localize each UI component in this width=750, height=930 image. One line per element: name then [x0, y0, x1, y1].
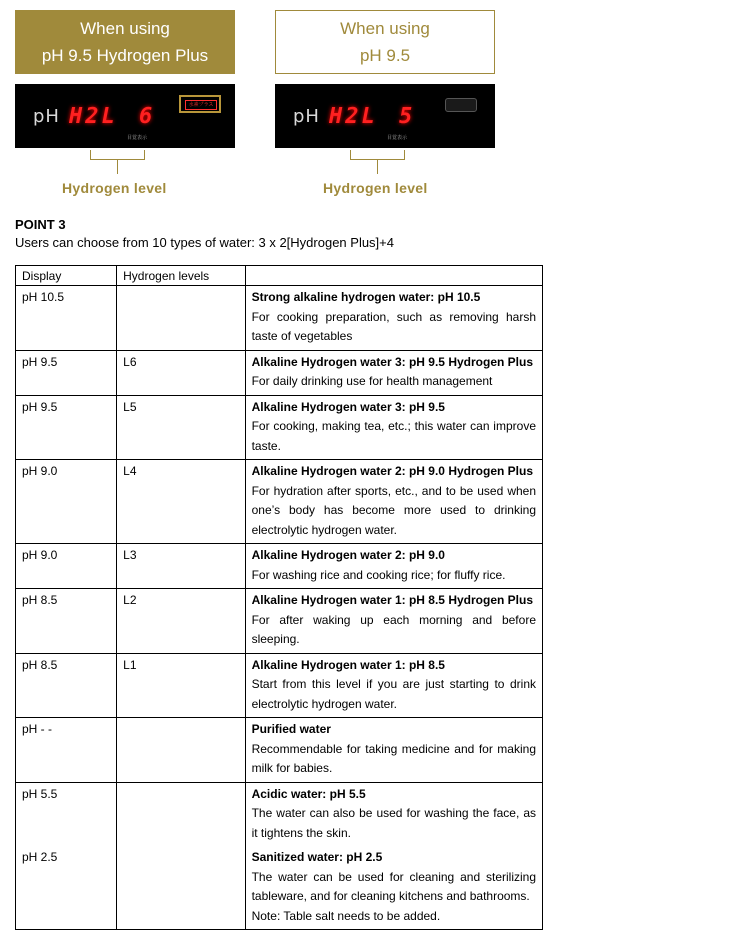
cell-level: L4 [117, 460, 245, 544]
cell-description [245, 460, 542, 544]
row-desc: Start from this level if you are just starting to drink electrolytic hydrogen water. [251, 677, 536, 711]
table-row [16, 782, 543, 846]
row-desc: The water can be used for cleaning and sterilizing tableware, and for cleaning kitchens and bathrooms. [251, 869, 536, 903]
cell-display: pH 9.5 [16, 395, 117, 460]
cell-description [245, 846, 542, 930]
table-row [16, 653, 543, 718]
display-panel-standard [275, 84, 495, 148]
panel-ph-label: pH [293, 106, 320, 127]
row-desc: For after waking up each morning and before sleeping. [251, 612, 536, 646]
table-row [16, 350, 543, 395]
table-row [16, 589, 543, 654]
level-bracket [350, 150, 405, 160]
cell-display: pH 9.0 [16, 460, 117, 544]
row-desc: The water can also be used for washing the face, as it tightens the skin. [251, 806, 536, 840]
led-level-digit: 5 [399, 104, 413, 129]
led-level-digit: 6 [139, 104, 153, 129]
cell-description [245, 782, 542, 846]
cell-display: pH 9.0 [16, 544, 117, 589]
row-title: Purified water [251, 722, 331, 736]
row-title: Alkaline Hydrogen water 2: pH 9.0 [251, 548, 445, 562]
header-display: Display [16, 266, 117, 286]
cell-display: pH 8.5 [16, 589, 117, 654]
hydrogen-plus-indicator-icon [179, 95, 221, 113]
table-header-row [16, 266, 543, 286]
cell-display: pH 9.5 [16, 350, 117, 395]
cell-description [245, 589, 542, 654]
table-row [16, 846, 543, 930]
cell-level: L3 [117, 544, 245, 589]
table-row [16, 460, 543, 544]
row-desc: Recommendable for taking medicine and for making milk for babies. [251, 741, 536, 775]
row-title: Alkaline Hydrogen water 3: pH 9.5 [251, 399, 445, 414]
row-desc: For daily drinking use for health management [251, 374, 493, 388]
cell-description [245, 653, 542, 718]
cell-display: pH 8.5 [16, 653, 117, 718]
row-note: Note: Table salt needs to be added. [251, 908, 441, 923]
cell-display: pH 10.5 [16, 286, 117, 351]
header-hydrogen-levels: Hydrogen levels [117, 266, 245, 286]
point-title: POINT 3 [15, 217, 66, 232]
row-title: Alkaline Hydrogen water 1: pH 8.5 [251, 657, 445, 672]
cell-display: pH 2.5 [16, 846, 117, 930]
mode-standard-header [275, 10, 495, 74]
point-subtitle: Users can choose from 10 types of water: 3 x 2[Hydrogen Plus]+4 [15, 235, 394, 250]
table-row [16, 395, 543, 460]
mode-b-line2: pH 9.5 [359, 46, 411, 65]
header-description [245, 266, 542, 286]
cell-description [245, 286, 542, 351]
level-bracket [90, 150, 145, 160]
row-title: Alkaline Hydrogen water 1: pH 8.5 Hydrogen Plus [251, 593, 533, 607]
cell-description [245, 350, 542, 395]
cell-level [117, 782, 245, 846]
cell-level: L2 [117, 589, 245, 654]
row-title: Alkaline Hydrogen water 3: pH 9.5 Hydrogen Plus [251, 354, 533, 369]
row-title: Alkaline Hydrogen water 2: pH 9.0 Hydrogen Plus [251, 464, 533, 478]
cell-level [117, 718, 245, 783]
mode-b-line1: When using [340, 19, 430, 38]
row-desc: For cooking preparation, such as removing harsh taste of vegetables [251, 309, 536, 343]
cell-description [245, 395, 542, 460]
hydrogen-level-label: Hydrogen level [323, 180, 428, 196]
row-title: Sanitized water: pH 2.5 [251, 850, 383, 864]
led-display-text: H2L [69, 104, 118, 129]
cell-display: pH - - [16, 718, 117, 783]
hydrogen-plus-badge: 水素プラス [185, 100, 217, 110]
cell-level [117, 286, 245, 351]
row-desc: For cooking, making tea, etc.; this water can improve taste. [251, 419, 536, 453]
mode-a-line2: pH 9.5 Hydrogen Plus [41, 46, 209, 65]
table-row [16, 544, 543, 589]
cell-level: L6 [117, 350, 245, 395]
panel-ph-label: pH [33, 106, 60, 127]
cell-level: L1 [117, 653, 245, 718]
water-types-table [15, 265, 543, 930]
cell-display: pH 5.5 [16, 782, 117, 846]
cell-level [117, 846, 245, 930]
cell-description [245, 718, 542, 783]
row-desc: For hydration after sports, etc., and to be used when one’s body has become more used to drinking electrolytic hydrogen water. [251, 483, 536, 537]
mode-hydrogen-plus-header [15, 10, 235, 74]
level-bracket-stem [117, 160, 118, 174]
cell-level: L5 [117, 395, 245, 460]
led-display-text: H2L [329, 104, 378, 129]
row-title: Strong alkaline hydrogen water: pH 10.5 [251, 290, 481, 304]
row-desc: For washing rice and cooking rice; for fluffy rice. [251, 567, 506, 582]
level-bracket-stem [377, 160, 378, 174]
hydrogen-plus-off-indicator-icon [445, 98, 477, 112]
table-row [16, 718, 543, 783]
cell-description [245, 544, 542, 589]
hydrogen-level-label: Hydrogen level [62, 180, 167, 196]
row-title: Acidic water: pH 5.5 [251, 786, 366, 801]
display-panel-hydrogen-plus [15, 84, 235, 148]
panel-small-label: 目覚表示 [127, 135, 148, 141]
panel-small-label: 目覚表示 [387, 135, 408, 141]
mode-a-line1: When using [80, 19, 170, 38]
table-row [16, 286, 543, 351]
